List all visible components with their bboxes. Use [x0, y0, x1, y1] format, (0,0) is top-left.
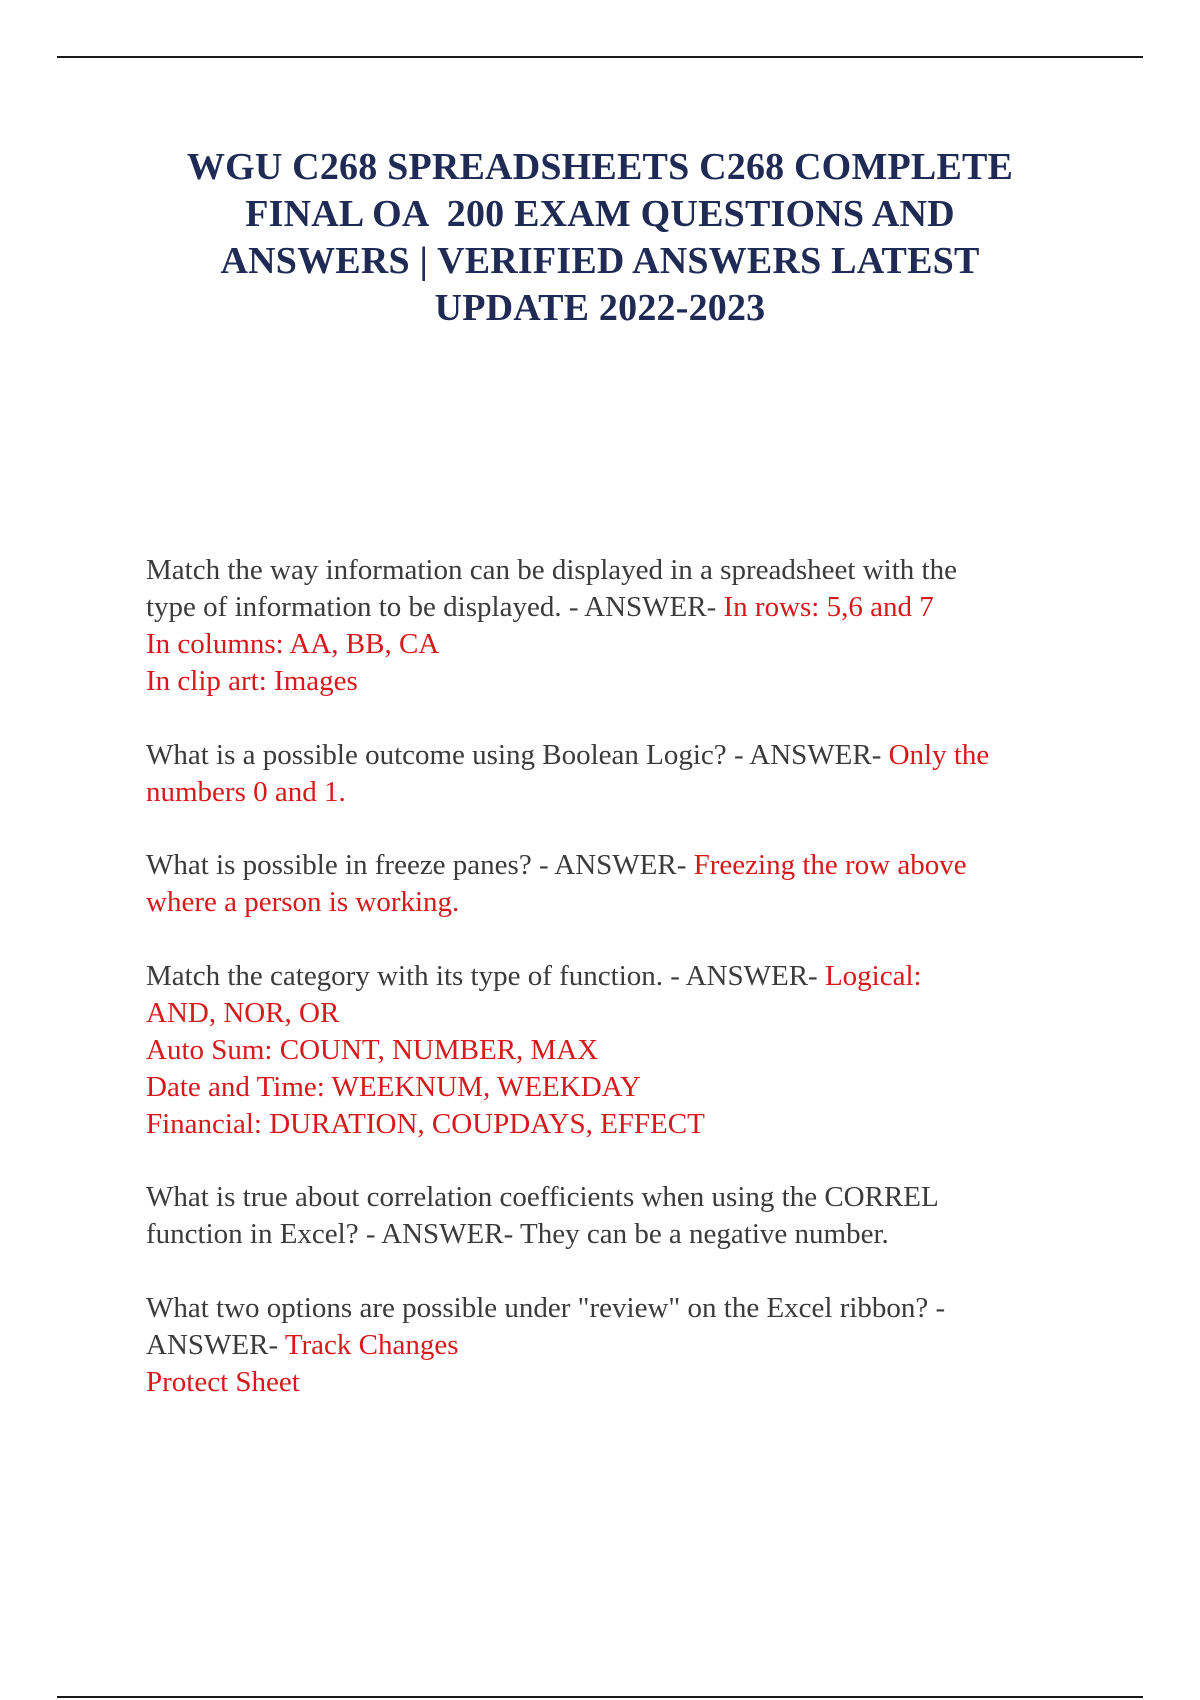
question-text: What two options are possible under "review" on the Excel ribbon? -: [146, 1291, 946, 1324]
qa-item: [146, 1290, 1106, 1401]
bottom-rule: [57, 1696, 1143, 1698]
answer-text: Financial: DURATION, COUPDAYS, EFFECT: [146, 1107, 705, 1140]
answer-text: They can be a negative number.: [519, 1218, 889, 1250]
answer-text: In rows: 5,6 and 7: [723, 591, 934, 623]
question-text: What is true about correlation coefficients when using the CORREL: [146, 1181, 939, 1213]
question-text: type of information to be displayed.: [146, 591, 562, 623]
question-text: function in Excel?: [146, 1218, 359, 1250]
title-line: UPDATE 2022-2023: [434, 287, 766, 329]
answer-text: In clip art: Images: [146, 665, 358, 697]
answer-marker: - ANSWER-: [663, 959, 825, 992]
qa-item: [146, 958, 1106, 1143]
question-text: Match the way information can be displayed in a spreadsheet with the: [146, 554, 957, 586]
answer-text: In columns: AA, BB, CA: [146, 628, 440, 660]
qa-list: [146, 552, 1106, 1437]
answer-text: where a person is working.: [146, 886, 460, 918]
title-line: FINAL OA 200 EXAM QUESTIONS AND: [245, 193, 955, 235]
title-line: ANSWERS | VERIFIED ANSWERS LATEST: [220, 240, 980, 282]
answer-marker: - ANSWER-: [561, 591, 724, 623]
question-text: What is possible in freeze panes?: [146, 849, 532, 881]
document-title: [150, 144, 1050, 332]
answer-text: AND, NOR, OR: [146, 996, 340, 1029]
answer-text: Only the: [888, 738, 990, 771]
title-line: WGU C268 SPREADSHEETS C268 COMPLETE: [186, 146, 1014, 188]
answer-text: numbers 0 and 1.: [146, 775, 346, 808]
qa-item: [146, 847, 1106, 921]
answer-marker: - ANSWER-: [531, 849, 694, 881]
qa-item: [146, 737, 1106, 811]
answer-marker: ANSWER-: [146, 1328, 285, 1361]
question-text: What is a possible outcome using Boolean Logic?: [146, 738, 727, 771]
answer-text: Freezing the row above: [693, 849, 967, 881]
answer-text: Auto Sum: COUNT, NUMBER, MAX: [146, 1033, 599, 1066]
question-text: Match the category with its type of function.: [146, 959, 664, 992]
top-rule: [57, 56, 1143, 58]
answer-text: Protect Sheet: [146, 1365, 300, 1398]
qa-item: [146, 1179, 1106, 1253]
answer-marker: - ANSWER-: [726, 738, 889, 771]
answer-text: Logical:: [824, 959, 922, 992]
answer-marker: - ANSWER-: [358, 1218, 520, 1250]
qa-item: [146, 552, 1106, 700]
answer-text: Date and Time: WEEKNUM, WEEKDAY: [146, 1070, 641, 1103]
answer-text: Track Changes: [284, 1328, 459, 1361]
